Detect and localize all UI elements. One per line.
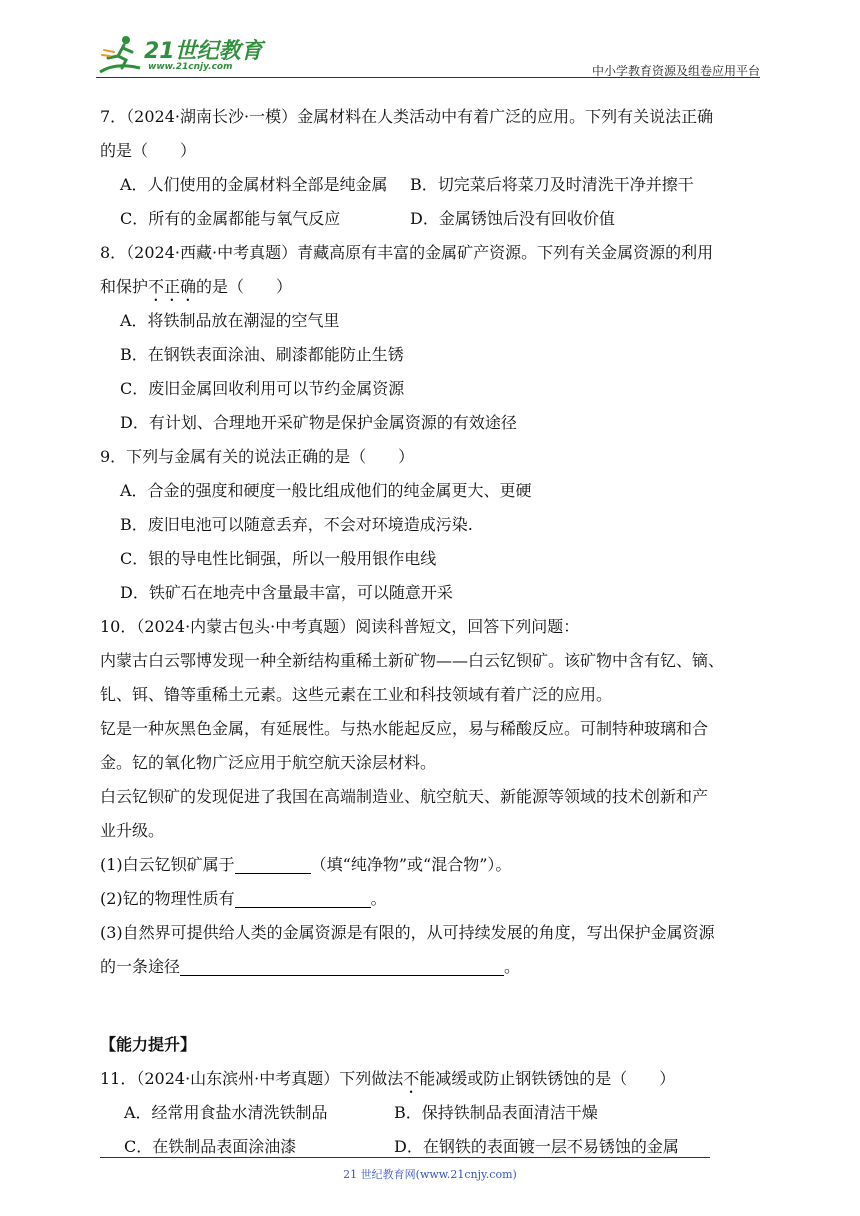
q8-option-c: C．废旧金属回收利用可以节约金属资源 [120, 379, 405, 398]
q8-stem-text: 和保护 [100, 277, 149, 296]
q10-stem: 10．（2024·内蒙古包头·中考真题）阅读科普短文，回答下列问题： [100, 617, 580, 636]
section-title: 【能力提升】 [100, 1035, 197, 1054]
q11-options-row1 [100, 1096, 765, 1130]
q7-option-d: D．金属锈蚀后没有回收价值 [410, 209, 615, 228]
q10-passage-p1b: 钆、铒、镥等重稀土元素。这些元素在工业和科技领域有着广泛的应用。 [100, 685, 613, 704]
logo-url: www.21cnjy.com [148, 62, 233, 72]
q8-stem-line1: 8．（2024·西藏·中考真题）青藏高原有丰富的金属矿产资源。下列有关金属资源的利用 [100, 243, 714, 262]
q10-passage-p2b: 金。钇的氧化物广泛应用于航空航天涂层材料。 [100, 753, 437, 772]
q8-option-d: D．有计划、合理地开采矿物是保护金属资源的有效途径 [120, 413, 517, 432]
q7-stem-line1: 7．（2024·湖南长沙·一模）金属材料在人类活动中有着广泛的应用。下列有关说法正确 [100, 107, 714, 126]
page-header [96, 30, 760, 80]
q10-sub3-text: 的一条途径 [100, 957, 181, 976]
spacer [100, 984, 765, 1028]
q7-options-row1 [100, 168, 765, 202]
q10-passage-p2a: 钇是一种灰黑色金属，有延展性。与热水能起反应，易与稀酸反应。可制特种玻璃和合 [100, 719, 709, 738]
q10-sub3-tail: 。 [504, 957, 521, 976]
q10-sub2-tail: 。 [370, 889, 387, 908]
q10-passage-p3a: 白云钇钡矿的发现促进了我国在高端制造业、航空航天、新能源等领域的技术创新和产 [100, 787, 709, 806]
q8-stem-line2 [100, 270, 765, 304]
q10-sub3-line1: (3)自然界可提供给人类的金属资源是有限的，从可持续发展的角度，写出保护金属资源 [100, 923, 715, 942]
site-logo [96, 32, 266, 78]
q10-sub1-tail: （填“纯净物”或“混合物”）。 [310, 855, 512, 874]
q8-emphasis: 不正确 [148, 277, 197, 296]
logo-title: 21世纪教育 [144, 39, 263, 64]
q11-stem [100, 1062, 765, 1096]
platform-name: 中小学教育资源及组卷应用平台 [591, 64, 760, 78]
header-divider [96, 77, 760, 78]
q10-sub1 [100, 848, 765, 882]
q11-option-a: A．经常用食盐水清洗铁制品 [124, 1103, 328, 1122]
q7-option-a: A．人们使用的金属材料全部是纯金属 [120, 175, 388, 194]
q7-option-b: B．切完菜后将菜刀及时清洗干净并擦干 [410, 175, 694, 194]
footer-text: 21 世纪教育网(www.21cnjy.com) [343, 1168, 517, 1181]
q10-sub1-text: (1)白云钇钡矿属于 [100, 855, 235, 874]
q7-option-c: C．所有的金属都能与氧气反应 [120, 209, 341, 228]
q9-stem: 9．下列与金属有关的说法正确的是（ ） [100, 447, 415, 466]
runner-icon [96, 32, 144, 78]
q10-sub2 [100, 882, 765, 916]
q11-option-d: D．在钢铁的表面镀一层不易锈蚀的金属 [394, 1137, 679, 1156]
footer-divider [100, 1157, 710, 1158]
q10-sub1-blank[interactable] [235, 855, 311, 874]
q10-sub3-line2 [100, 950, 765, 984]
q7-stem-line2: 的是（ ） [100, 141, 197, 160]
q11-option-b: B．保持铁制品表面清洁干燥 [394, 1103, 598, 1122]
q11-stem-tail: 能减缓或防止钢铁锈蚀的是（ ） [419, 1069, 676, 1088]
q11-emphasis: 不 [403, 1069, 420, 1088]
q8-option-b: B．在钢铁表面涂油、刷漆都能防止生锈 [120, 345, 404, 364]
q9-option-b: B．废旧电池可以随意丢弃，不会对环境造成污染. [120, 515, 473, 534]
q8-stem-tail: 的是（ ） [196, 277, 293, 296]
q10-sub2-blank[interactable] [235, 889, 371, 908]
q10-passage-p1a: 内蒙古白云鄂博发现一种全新结构重稀土新矿物——白云钇钡矿。该矿物中含有钇、镝、 [100, 651, 725, 670]
q10-passage-p3b: 业升级。 [100, 821, 165, 840]
q9-option-a: A．合金的强度和硬度一般比组成他们的纯金属更大、更硬 [120, 481, 532, 500]
q9-option-d: D．铁矿石在地壳中含量最丰富，可以随意开采 [120, 583, 453, 602]
q7-options-row2 [100, 202, 765, 236]
q11-option-c: C．在铁制品表面涂油漆 [124, 1137, 297, 1156]
question-content [100, 100, 765, 1164]
q10-sub2-text: (2)钇的物理性质有 [100, 889, 235, 908]
q11-options-row2 [100, 1130, 765, 1164]
q8-option-a: A．将铁制品放在潮湿的空气里 [120, 311, 340, 330]
q11-stem-text: 11．（2024·山东滨州·中考真题）下列做法 [100, 1069, 404, 1088]
q9-option-c: C．银的导电性比铜强，所以一般用银作电线 [120, 549, 437, 568]
q10-sub3-blank[interactable] [180, 957, 504, 976]
